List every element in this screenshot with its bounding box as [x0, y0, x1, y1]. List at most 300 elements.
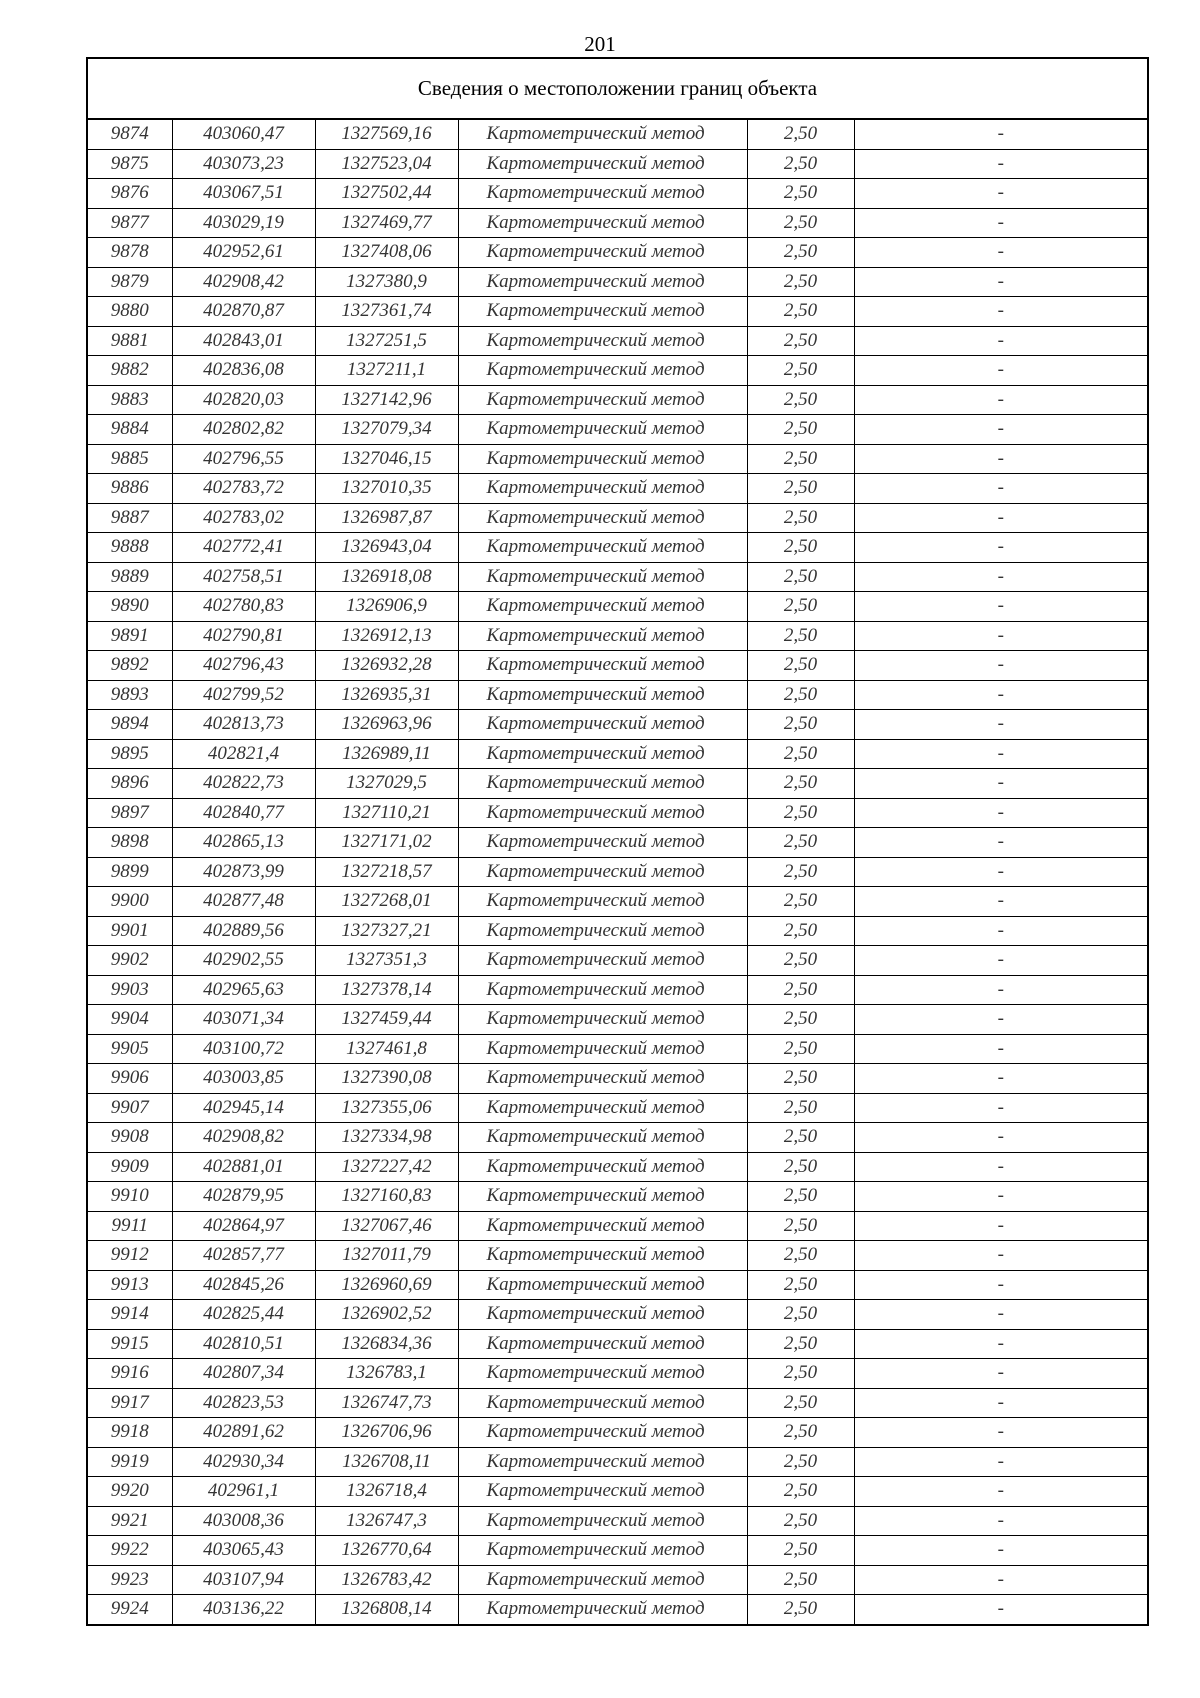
point-number-cell: 9877 — [87, 208, 172, 238]
precision-cell: 2,50 — [747, 592, 854, 622]
table-row — [87, 769, 1148, 799]
precision-cell: 2,50 — [747, 1506, 854, 1536]
method-cell: Картометрический метод — [458, 1447, 747, 1477]
method-cell: Картометрический метод — [458, 1093, 747, 1123]
x-coordinate-cell: 402783,72 — [172, 474, 315, 504]
table-row — [87, 149, 1148, 179]
y-coordinate-cell: 1327502,44 — [315, 179, 458, 209]
y-coordinate-cell: 1327469,77 — [315, 208, 458, 238]
precision-cell: 2,50 — [747, 1064, 854, 1094]
description-cell: - — [854, 651, 1148, 681]
precision-cell: 2,50 — [747, 385, 854, 415]
y-coordinate-cell: 1327378,14 — [315, 975, 458, 1005]
point-number-cell: 9886 — [87, 474, 172, 504]
precision-cell: 2,50 — [747, 297, 854, 327]
x-coordinate-cell: 403100,72 — [172, 1034, 315, 1064]
precision-cell: 2,50 — [747, 533, 854, 563]
description-cell: - — [854, 1005, 1148, 1035]
description-cell: - — [854, 415, 1148, 445]
x-coordinate-cell: 402810,51 — [172, 1329, 315, 1359]
y-coordinate-cell: 1327218,57 — [315, 857, 458, 887]
point-number-cell: 9908 — [87, 1123, 172, 1153]
y-coordinate-cell: 1326963,96 — [315, 710, 458, 740]
y-coordinate-cell: 1326708,11 — [315, 1447, 458, 1477]
precision-cell: 2,50 — [747, 651, 854, 681]
y-coordinate-cell: 1326912,13 — [315, 621, 458, 651]
table-row — [87, 326, 1148, 356]
method-cell: Картометрический метод — [458, 592, 747, 622]
point-number-cell: 9900 — [87, 887, 172, 917]
table-row — [87, 739, 1148, 769]
precision-cell: 2,50 — [747, 710, 854, 740]
method-cell: Картометрический метод — [458, 1034, 747, 1064]
precision-cell: 2,50 — [747, 1093, 854, 1123]
y-coordinate-cell: 1326808,14 — [315, 1595, 458, 1625]
point-number-cell: 9920 — [87, 1477, 172, 1507]
table-body — [87, 119, 1148, 1625]
point-number-cell: 9890 — [87, 592, 172, 622]
y-coordinate-cell: 1326918,08 — [315, 562, 458, 592]
method-cell: Картометрический метод — [458, 267, 747, 297]
x-coordinate-cell: 402807,34 — [172, 1359, 315, 1389]
point-number-cell: 9912 — [87, 1241, 172, 1271]
x-coordinate-cell: 402870,87 — [172, 297, 315, 327]
precision-cell: 2,50 — [747, 503, 854, 533]
precision-cell: 2,50 — [747, 208, 854, 238]
precision-cell: 2,50 — [747, 946, 854, 976]
method-cell: Картометрический метод — [458, 503, 747, 533]
method-cell: Картометрический метод — [458, 651, 747, 681]
x-coordinate-cell: 402879,95 — [172, 1182, 315, 1212]
point-number-cell: 9922 — [87, 1536, 172, 1566]
description-cell: - — [854, 828, 1148, 858]
y-coordinate-cell: 1326747,3 — [315, 1506, 458, 1536]
description-cell: - — [854, 621, 1148, 651]
point-number-cell: 9893 — [87, 680, 172, 710]
precision-cell: 2,50 — [747, 356, 854, 386]
description-cell: - — [854, 562, 1148, 592]
precision-cell: 2,50 — [747, 149, 854, 179]
precision-cell: 2,50 — [747, 1241, 854, 1271]
point-number-cell: 9895 — [87, 739, 172, 769]
x-coordinate-cell: 403060,47 — [172, 119, 315, 149]
y-coordinate-cell: 1326783,1 — [315, 1359, 458, 1389]
table-row — [87, 1182, 1148, 1212]
table-row — [87, 1418, 1148, 1448]
x-coordinate-cell: 402802,82 — [172, 415, 315, 445]
table-row — [87, 267, 1148, 297]
method-cell: Картометрический метод — [458, 1152, 747, 1182]
table-row — [87, 1506, 1148, 1536]
y-coordinate-cell: 1326987,87 — [315, 503, 458, 533]
table-row — [87, 208, 1148, 238]
precision-cell: 2,50 — [747, 828, 854, 858]
x-coordinate-cell: 402820,03 — [172, 385, 315, 415]
description-cell: - — [854, 1300, 1148, 1330]
method-cell: Картометрический метод — [458, 415, 747, 445]
x-coordinate-cell: 402952,61 — [172, 238, 315, 268]
point-number-cell: 9878 — [87, 238, 172, 268]
precision-cell: 2,50 — [747, 739, 854, 769]
y-coordinate-cell: 1326989,11 — [315, 739, 458, 769]
table-row — [87, 680, 1148, 710]
x-coordinate-cell: 403067,51 — [172, 179, 315, 209]
point-number-cell: 9874 — [87, 119, 172, 149]
y-coordinate-cell: 1326834,36 — [315, 1329, 458, 1359]
table-row — [87, 916, 1148, 946]
precision-cell: 2,50 — [747, 179, 854, 209]
table-row — [87, 1477, 1148, 1507]
x-coordinate-cell: 402902,55 — [172, 946, 315, 976]
precision-cell: 2,50 — [747, 798, 854, 828]
table-title: Сведения о местоположении границ объекта — [87, 58, 1148, 119]
x-coordinate-cell: 402796,43 — [172, 651, 315, 681]
method-cell: Картометрический метод — [458, 887, 747, 917]
table-row — [87, 1093, 1148, 1123]
table-row — [87, 1034, 1148, 1064]
x-coordinate-cell: 402865,13 — [172, 828, 315, 858]
method-cell: Картометрический метод — [458, 1064, 747, 1094]
point-number-cell: 9909 — [87, 1152, 172, 1182]
point-number-cell: 9892 — [87, 651, 172, 681]
description-cell: - — [854, 208, 1148, 238]
description-cell: - — [854, 1152, 1148, 1182]
y-coordinate-cell: 1327046,15 — [315, 444, 458, 474]
table-row — [87, 179, 1148, 209]
y-coordinate-cell: 1326783,42 — [315, 1565, 458, 1595]
table-row — [87, 621, 1148, 651]
y-coordinate-cell: 1327268,01 — [315, 887, 458, 917]
y-coordinate-cell: 1326943,04 — [315, 533, 458, 563]
method-cell: Картометрический метод — [458, 297, 747, 327]
precision-cell: 2,50 — [747, 1152, 854, 1182]
precision-cell: 2,50 — [747, 1211, 854, 1241]
y-coordinate-cell: 1327523,04 — [315, 149, 458, 179]
method-cell: Картометрический метод — [458, 1182, 747, 1212]
y-coordinate-cell: 1326932,28 — [315, 651, 458, 681]
method-cell: Картометрический метод — [458, 710, 747, 740]
point-number-cell: 9894 — [87, 710, 172, 740]
description-cell: - — [854, 1034, 1148, 1064]
x-coordinate-cell: 403071,34 — [172, 1005, 315, 1035]
table-row — [87, 238, 1148, 268]
table-row — [87, 503, 1148, 533]
y-coordinate-cell: 1327079,34 — [315, 415, 458, 445]
table-row — [87, 385, 1148, 415]
precision-cell: 2,50 — [747, 1565, 854, 1595]
y-coordinate-cell: 1327211,1 — [315, 356, 458, 386]
x-coordinate-cell: 402889,56 — [172, 916, 315, 946]
x-coordinate-cell: 402823,53 — [172, 1388, 315, 1418]
y-coordinate-cell: 1326747,73 — [315, 1388, 458, 1418]
description-cell: - — [854, 1064, 1148, 1094]
x-coordinate-cell: 402877,48 — [172, 887, 315, 917]
point-number-cell: 9910 — [87, 1182, 172, 1212]
table-row — [87, 1565, 1148, 1595]
point-number-cell: 9916 — [87, 1359, 172, 1389]
method-cell: Картометрический метод — [458, 1329, 747, 1359]
description-cell: - — [854, 1506, 1148, 1536]
x-coordinate-cell: 402930,34 — [172, 1447, 315, 1477]
description-cell: - — [854, 680, 1148, 710]
y-coordinate-cell: 1327160,83 — [315, 1182, 458, 1212]
precision-cell: 2,50 — [747, 474, 854, 504]
precision-cell: 2,50 — [747, 857, 854, 887]
description-cell: - — [854, 1595, 1148, 1625]
table-row — [87, 798, 1148, 828]
description-cell: - — [854, 179, 1148, 209]
x-coordinate-cell: 402908,82 — [172, 1123, 315, 1153]
method-cell: Картометрический метод — [458, 769, 747, 799]
table-row — [87, 119, 1148, 149]
description-cell: - — [854, 267, 1148, 297]
point-number-cell: 9875 — [87, 149, 172, 179]
point-number-cell: 9876 — [87, 179, 172, 209]
method-cell: Картометрический метод — [458, 179, 747, 209]
table-row — [87, 1536, 1148, 1566]
table-row — [87, 1270, 1148, 1300]
table-row — [87, 592, 1148, 622]
x-coordinate-cell: 402873,99 — [172, 857, 315, 887]
method-cell: Картометрический метод — [458, 474, 747, 504]
table-row — [87, 1388, 1148, 1418]
description-cell: - — [854, 149, 1148, 179]
point-number-cell: 9918 — [87, 1418, 172, 1448]
description-cell: - — [854, 1477, 1148, 1507]
y-coordinate-cell: 1327251,5 — [315, 326, 458, 356]
y-coordinate-cell: 1326902,52 — [315, 1300, 458, 1330]
method-cell: Картометрический метод — [458, 680, 747, 710]
y-coordinate-cell: 1327351,3 — [315, 946, 458, 976]
table-row — [87, 1300, 1148, 1330]
point-number-cell: 9898 — [87, 828, 172, 858]
point-number-cell: 9919 — [87, 1447, 172, 1477]
description-cell: - — [854, 592, 1148, 622]
point-number-cell: 9917 — [87, 1388, 172, 1418]
table-row — [87, 562, 1148, 592]
description-cell: - — [854, 533, 1148, 563]
precision-cell: 2,50 — [747, 1123, 854, 1153]
table-row — [87, 415, 1148, 445]
description-cell: - — [854, 444, 1148, 474]
method-cell: Картометрический метод — [458, 1300, 747, 1330]
x-coordinate-cell: 402843,01 — [172, 326, 315, 356]
y-coordinate-cell: 1327361,74 — [315, 297, 458, 327]
precision-cell: 2,50 — [747, 916, 854, 946]
precision-cell: 2,50 — [747, 1477, 854, 1507]
description-cell: - — [854, 916, 1148, 946]
table-row — [87, 828, 1148, 858]
point-number-cell: 9903 — [87, 975, 172, 1005]
point-number-cell: 9891 — [87, 621, 172, 651]
y-coordinate-cell: 1327142,96 — [315, 385, 458, 415]
y-coordinate-cell: 1327011,79 — [315, 1241, 458, 1271]
x-coordinate-cell: 403003,85 — [172, 1064, 315, 1094]
y-coordinate-cell: 1327408,06 — [315, 238, 458, 268]
method-cell: Картометрический метод — [458, 326, 747, 356]
method-cell: Картометрический метод — [458, 1477, 747, 1507]
x-coordinate-cell: 402783,02 — [172, 503, 315, 533]
x-coordinate-cell: 402845,26 — [172, 1270, 315, 1300]
x-coordinate-cell: 402857,77 — [172, 1241, 315, 1271]
y-coordinate-cell: 1326770,64 — [315, 1536, 458, 1566]
description-cell: - — [854, 326, 1148, 356]
method-cell: Картометрический метод — [458, 119, 747, 149]
precision-cell: 2,50 — [747, 769, 854, 799]
method-cell: Картометрический метод — [458, 1005, 747, 1035]
precision-cell: 2,50 — [747, 887, 854, 917]
x-coordinate-cell: 402891,62 — [172, 1418, 315, 1448]
method-cell: Картометрический метод — [458, 1418, 747, 1448]
method-cell: Картометрический метод — [458, 1123, 747, 1153]
x-coordinate-cell: 403008,36 — [172, 1506, 315, 1536]
method-cell: Картометрический метод — [458, 533, 747, 563]
y-coordinate-cell: 1327067,46 — [315, 1211, 458, 1241]
description-cell: - — [854, 1565, 1148, 1595]
method-cell: Картометрический метод — [458, 444, 747, 474]
method-cell: Картометрический метод — [458, 1211, 747, 1241]
description-cell: - — [854, 238, 1148, 268]
description-cell: - — [854, 1447, 1148, 1477]
precision-cell: 2,50 — [747, 1388, 854, 1418]
precision-cell: 2,50 — [747, 1418, 854, 1448]
description-cell: - — [854, 739, 1148, 769]
description-cell: - — [854, 857, 1148, 887]
y-coordinate-cell: 1327110,21 — [315, 798, 458, 828]
point-number-cell: 9904 — [87, 1005, 172, 1035]
y-coordinate-cell: 1326960,69 — [315, 1270, 458, 1300]
table-row — [87, 975, 1148, 1005]
x-coordinate-cell: 402758,51 — [172, 562, 315, 592]
method-cell: Картометрический метод — [458, 798, 747, 828]
x-coordinate-cell: 402965,63 — [172, 975, 315, 1005]
method-cell: Картометрический метод — [458, 1388, 747, 1418]
x-coordinate-cell: 402945,14 — [172, 1093, 315, 1123]
x-coordinate-cell: 402864,97 — [172, 1211, 315, 1241]
description-cell: - — [854, 1241, 1148, 1271]
description-cell: - — [854, 1211, 1148, 1241]
x-coordinate-cell: 402780,83 — [172, 592, 315, 622]
precision-cell: 2,50 — [747, 1005, 854, 1035]
description-cell: - — [854, 946, 1148, 976]
precision-cell: 2,50 — [747, 1359, 854, 1389]
point-number-cell: 9882 — [87, 356, 172, 386]
precision-cell: 2,50 — [747, 1329, 854, 1359]
method-cell: Картометрический метод — [458, 1359, 747, 1389]
y-coordinate-cell: 1327171,02 — [315, 828, 458, 858]
table-row — [87, 857, 1148, 887]
description-cell: - — [854, 975, 1148, 1005]
point-number-cell: 9879 — [87, 267, 172, 297]
precision-cell: 2,50 — [747, 680, 854, 710]
method-cell: Картометрический метод — [458, 1241, 747, 1271]
x-coordinate-cell: 402836,08 — [172, 356, 315, 386]
precision-cell: 2,50 — [747, 1300, 854, 1330]
precision-cell: 2,50 — [747, 238, 854, 268]
point-number-cell: 9913 — [87, 1270, 172, 1300]
x-coordinate-cell: 403065,43 — [172, 1536, 315, 1566]
point-number-cell: 9921 — [87, 1506, 172, 1536]
description-cell: - — [854, 1329, 1148, 1359]
precision-cell: 2,50 — [747, 1595, 854, 1625]
point-number-cell: 9896 — [87, 769, 172, 799]
point-number-cell: 9901 — [87, 916, 172, 946]
point-number-cell: 9907 — [87, 1093, 172, 1123]
point-number-cell: 9880 — [87, 297, 172, 327]
y-coordinate-cell: 1326935,31 — [315, 680, 458, 710]
point-number-cell: 9905 — [87, 1034, 172, 1064]
table-row — [87, 533, 1148, 563]
precision-cell: 2,50 — [747, 1270, 854, 1300]
x-coordinate-cell: 402821,4 — [172, 739, 315, 769]
point-number-cell: 9902 — [87, 946, 172, 976]
table-row — [87, 356, 1148, 386]
x-coordinate-cell: 402813,73 — [172, 710, 315, 740]
description-cell: - — [854, 887, 1148, 917]
point-number-cell: 9885 — [87, 444, 172, 474]
description-cell: - — [854, 1182, 1148, 1212]
table-row — [87, 651, 1148, 681]
table-row — [87, 946, 1148, 976]
description-cell: - — [854, 356, 1148, 386]
table-row — [87, 1064, 1148, 1094]
table-row — [87, 887, 1148, 917]
x-coordinate-cell: 403029,19 — [172, 208, 315, 238]
table-row — [87, 1241, 1148, 1271]
method-cell: Картометрический метод — [458, 621, 747, 651]
method-cell: Картометрический метод — [458, 1595, 747, 1625]
point-number-cell: 9889 — [87, 562, 172, 592]
precision-cell: 2,50 — [747, 1034, 854, 1064]
point-number-cell: 9881 — [87, 326, 172, 356]
point-number-cell: 9883 — [87, 385, 172, 415]
description-cell: - — [854, 1123, 1148, 1153]
point-number-cell: 9897 — [87, 798, 172, 828]
table-row — [87, 1595, 1148, 1625]
table-row — [87, 1359, 1148, 1389]
point-number-cell: 9884 — [87, 415, 172, 445]
y-coordinate-cell: 1327029,5 — [315, 769, 458, 799]
x-coordinate-cell: 402799,52 — [172, 680, 315, 710]
precision-cell: 2,50 — [747, 267, 854, 297]
point-number-cell: 9887 — [87, 503, 172, 533]
description-cell: - — [854, 1388, 1148, 1418]
table-row — [87, 1005, 1148, 1035]
point-number-cell: 9914 — [87, 1300, 172, 1330]
page-number: 201 — [584, 32, 616, 56]
table-row — [87, 1211, 1148, 1241]
method-cell: Картометрический метод — [458, 385, 747, 415]
precision-cell: 2,50 — [747, 444, 854, 474]
description-cell: - — [854, 1270, 1148, 1300]
x-coordinate-cell: 402772,41 — [172, 533, 315, 563]
method-cell: Картометрический метод — [458, 149, 747, 179]
precision-cell: 2,50 — [747, 1447, 854, 1477]
table-row — [87, 1152, 1148, 1182]
y-coordinate-cell: 1327569,16 — [315, 119, 458, 149]
precision-cell: 2,50 — [747, 1182, 854, 1212]
method-cell: Картометрический метод — [458, 356, 747, 386]
point-number-cell: 9906 — [87, 1064, 172, 1094]
x-coordinate-cell: 402881,01 — [172, 1152, 315, 1182]
y-coordinate-cell: 1326718,4 — [315, 1477, 458, 1507]
method-cell: Картометрический метод — [458, 857, 747, 887]
method-cell: Картометрический метод — [458, 238, 747, 268]
description-cell: - — [854, 1359, 1148, 1389]
boundary-coordinates-table — [86, 57, 1149, 1626]
point-number-cell: 9911 — [87, 1211, 172, 1241]
x-coordinate-cell: 402961,1 — [172, 1477, 315, 1507]
